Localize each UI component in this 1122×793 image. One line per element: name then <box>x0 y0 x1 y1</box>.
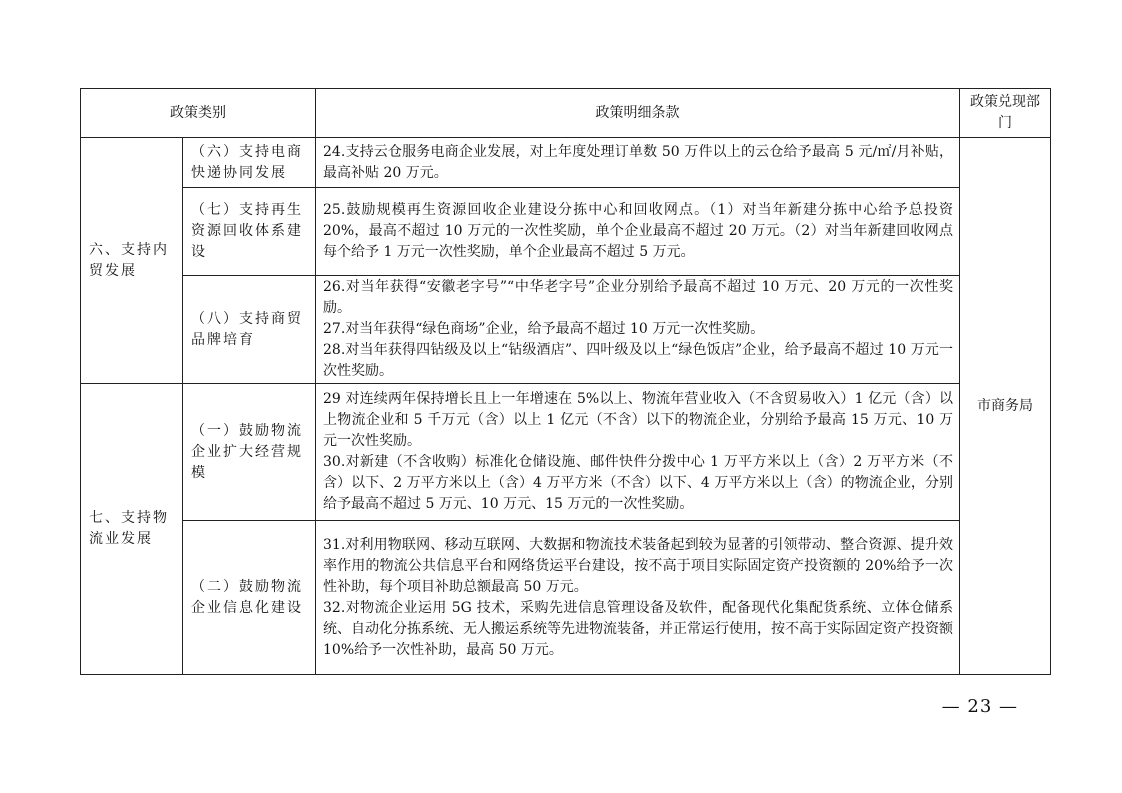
subcategory-cell: （八）支持商贸品牌培育 <box>183 276 316 384</box>
subcategory-cell: （二）鼓励物流企业信息化建设 <box>183 521 316 675</box>
subcategory-cell: （六）支持电商快递协同发展 <box>183 138 316 188</box>
table-row <box>81 521 1051 675</box>
clause: 24.支持云仓服务电商企业发展，对上年度处理订单数 50 万件以上的云仓给予最高 5 元/㎡/月补贴，最高补贴 20 万元。 <box>323 143 953 181</box>
clause: 28.对当年获得四钻级及以上“钻级酒店”、四叶级及以上“绿色饭店”企业，给予最高不超过 10 万元一次性奖励。 <box>323 342 953 379</box>
detail-cell <box>316 521 960 675</box>
clause: 30.对新建（不含收购）标准化仓储设施、邮件快件分拨中心 1 万平方米以上（含）2 万平方米（不含）以下、2 万平方米以上（含）4 万平方米（不含）以下、4 万平方米以上（含）的物流企业，分别给予最高不超过 5 万元、10 万元、15 万元的一次性奖励。 <box>323 454 953 512</box>
header-category: 政策类别 <box>81 89 316 138</box>
clause: 25.鼓励规模再生资源回收企业建设分拣中心和回收网点。（1）对当年新建分拣中心给予总投资 20%，最高不超过 10 万元的一次性奖励，单个企业最高不超过 20 万元。（2）对当年新建回收网点每个给予 1 万元一次性奖励，单个企业最高不超过 5 万元。 <box>323 202 953 260</box>
header-department-text: 政策兑现部门 <box>970 94 1040 131</box>
table-row <box>81 138 1051 188</box>
table-header-row <box>81 89 1051 138</box>
header-detail: 政策明细条款 <box>316 89 960 138</box>
policy-table <box>80 88 1051 675</box>
table-row <box>81 188 1051 276</box>
clause: 27.对当年获得“绿色商场”企业，给予最高不超过 10 万元一次性奖励。 <box>323 321 765 337</box>
header-department <box>960 89 1051 138</box>
detail-cell <box>316 384 960 521</box>
table-row <box>81 384 1051 521</box>
page-number: — 23 — <box>941 696 1018 717</box>
category-cell: 六、支持内贸发展 <box>81 138 183 384</box>
subcategory-cell: （七）支持再生资源回收体系建设 <box>183 188 316 276</box>
detail-cell <box>316 276 960 384</box>
clause: 32.对物流企业运用 5G 技术，采购先进信息管理设备及软件，配备现代化集配货系统、立体仓储系统、自动化分拣系统、无人搬运系统等先进物流装备，并正常运行使用，按不高于实际固定资产投资额 10%给予一次性补助，最高 50 万元。 <box>323 599 953 658</box>
detail-cell <box>316 188 960 276</box>
department-cell: 市商务局 <box>960 138 1051 675</box>
detail-cell <box>316 138 960 188</box>
table-row <box>81 276 1051 384</box>
clause: 31.对利用物联网、移动互联网、大数据和物流技术装备起到较为显著的引领带动、整合资源、提升效率作用的物流公共信息平台和网络货运平台建设，按不高于项目实际固定资产投资额的 20%给予一次性补助，每个项目补助总额最高 50 万元。 <box>323 536 953 595</box>
clause: 29 对连续两年保持增长且上一年增速在 5%以上、物流年营业收入（不含贸易收入）1 亿元（含）以上物流企业和 5 千万元（含）以上 1 亿元（不含）以下的物流企业，分别给予最高 15 万元、10 万元一次性奖励。 <box>323 391 953 449</box>
category-cell: 七、支持物流业发展 <box>81 384 183 675</box>
subcategory-cell: （一）鼓励物流企业扩大经营规模 <box>183 384 316 521</box>
clause: 26.对当年获得“安徽老字号”“中华老字号”企业分别给予最高不超过 10 万元、20 万元的一次性奖励。 <box>323 279 953 316</box>
